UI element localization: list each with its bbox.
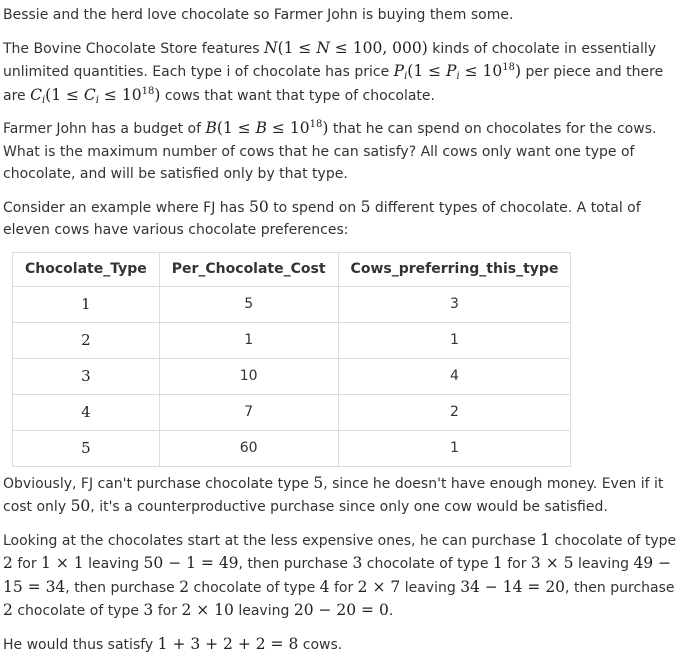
budget-text-a: Farmer John has a budget of — [3, 121, 202, 137]
p-constraint-math: $P_i(1 \le P_i \le 10^{18})$ — [393, 62, 522, 82]
col-header-type: Chocolate_Type — [13, 252, 160, 286]
cell-value: 1 — [450, 440, 459, 456]
greedy-math: 2 — [3, 601, 13, 619]
greedy-math: 3 — [352, 554, 363, 572]
constraints-text-a: The Bovine Chocolate Store features — [3, 40, 260, 57]
greedy-math: 20 − 20 = 0 — [293, 601, 389, 619]
greedy-math: 4 — [319, 577, 330, 596]
cell-value: 2 — [450, 404, 459, 420]
intro-text: Bessie and the herd love chocolate so Farmer John is buying them some. — [3, 7, 514, 23]
table-cell — [13, 286, 160, 322]
budget-paragraph — [3, 117, 681, 186]
example-types-math: 5 — [360, 197, 371, 216]
example-text-a: Consider an example where FJ has — [3, 199, 245, 216]
constraints-text-b: kinds of chocolate in essentially unlimited quantities. Each type i of chocolate has price — [3, 40, 657, 80]
example-budget-math: 50 — [249, 197, 269, 216]
n-constraint-math: N(1 ≤ N ≤ 100, 000) — [264, 38, 428, 57]
greedy-math: 3 × 5 — [530, 554, 574, 572]
table-row — [13, 286, 571, 322]
cell-value: 1 — [81, 295, 91, 313]
greedy-math: 1 — [492, 554, 503, 572]
cell-value: 3 — [81, 367, 91, 385]
cell-value: 1 — [244, 332, 254, 348]
cell-value: 5 — [81, 439, 91, 457]
greedy-text: chocolate of type — [193, 579, 316, 596]
constraints-text-c: per piece and there are — [3, 64, 664, 104]
example-text-b: to spend on — [273, 199, 357, 216]
greedy-math: 1 × 1 — [41, 554, 84, 572]
greedy-text: leaving — [404, 579, 456, 596]
greedy-text: leaving — [238, 603, 290, 619]
table-cell — [13, 430, 160, 466]
obviously-text-a: Obviously, FJ can't purchase chocolate type — [3, 475, 309, 492]
greedy-text: chocolate of type — [17, 603, 139, 619]
cell-value: 7 — [244, 404, 254, 420]
greedy-text: , then purchase — [65, 579, 175, 596]
table-row — [13, 322, 571, 358]
greedy-text: , then purchase — [238, 556, 349, 572]
constraints-text-d: cows that want that type of chocolate. — [164, 87, 435, 104]
cell-value: 3 — [450, 296, 459, 312]
table-cell — [159, 358, 338, 394]
conclusion-text-a: He would thus satisfy — [3, 636, 154, 653]
table-cell — [13, 322, 160, 358]
greedy-text: chocolate of type — [554, 532, 677, 549]
greedy-math: 3 — [143, 601, 154, 619]
table-cell — [338, 394, 571, 430]
greedy-math: 34 − 14 = 20 — [460, 577, 566, 596]
greedy-text: for — [157, 603, 177, 619]
conclusion-math: 1 + 3 + 2 + 2 = 8 — [157, 634, 299, 653]
example-paragraph — [3, 196, 681, 242]
table-cell — [338, 430, 571, 466]
cell-value: 5 — [244, 296, 254, 312]
example-text-c: different types of chocolate. A total of eleven cows have various chocolate preferences: — [3, 199, 641, 238]
budget-text-b: that he can spend on chocolates for the cows. What is the maximum number of cows that he can satisfy? All cows only want one type of chocolate, and will be satisfied only by that type. — [3, 121, 657, 182]
table-cell — [338, 322, 571, 358]
c-constraint-math: $C_i(1 \le C_i \le 10^{18})$ — [30, 85, 161, 106]
greedy-text: leaving — [88, 556, 140, 572]
obviously-paragraph — [3, 472, 681, 519]
col-header-cows: Cows_preferring_this_type — [338, 252, 571, 286]
table-cell — [13, 358, 160, 394]
table-cell — [338, 286, 571, 322]
constraints-paragraph — [3, 37, 681, 108]
greedy-text: , then purchase — [565, 579, 675, 596]
table-cell — [159, 322, 338, 358]
table-cell — [159, 394, 338, 430]
cell-value: 1 — [450, 332, 459, 348]
obviously-type-math: 5 — [313, 473, 324, 492]
obviously-text-b: , since he doesn't have enough money. Even if it cost only — [3, 475, 664, 515]
table-row — [13, 430, 571, 466]
cell-value: 4 — [81, 403, 91, 421]
greedy-paragraph — [3, 529, 681, 623]
cell-value: 4 — [450, 368, 459, 384]
greedy-text: for — [333, 579, 354, 596]
table-cell — [159, 430, 338, 466]
cell-value: 10 — [239, 368, 258, 384]
b-constraint-math: $B(1 \le B \le 10^{18})$ — [205, 119, 329, 137]
table-row — [13, 394, 571, 430]
greedy-math: 2 — [3, 554, 13, 572]
greedy-text: for — [507, 556, 527, 572]
greedy-text: chocolate of type — [366, 556, 489, 572]
greedy-text: leaving — [577, 556, 629, 572]
greedy-text: Looking at the chocolates start at the less expensive ones, he can purchase — [3, 532, 536, 549]
greedy-math: 1 — [540, 530, 551, 549]
greedy-text: for — [17, 556, 37, 572]
cell-value: 60 — [239, 440, 258, 456]
greedy-math: 50 − 1 = 49 — [143, 554, 239, 572]
obviously-cost-math: 50 — [70, 497, 91, 515]
chocolate-table — [12, 252, 571, 467]
col-header-cost: Per_Chocolate_Cost — [159, 252, 338, 286]
greedy-text: . — [388, 603, 394, 619]
obviously-text-c: , it's a counterproductive purchase since only one cow would be satisfied. — [90, 499, 608, 515]
greedy-math: 2 × 7 — [357, 577, 401, 596]
table-header-row — [13, 252, 571, 286]
cell-value: 2 — [81, 331, 91, 349]
greedy-math: 2 — [179, 577, 190, 596]
intro-paragraph — [3, 4, 681, 27]
table-row — [13, 358, 571, 394]
table-cell — [159, 286, 338, 322]
conclusion-text-b: cows. — [302, 636, 343, 653]
table-cell — [338, 358, 571, 394]
conclusion-paragraph — [3, 633, 681, 657]
table-cell — [13, 394, 160, 430]
greedy-math: 2 × 10 — [181, 601, 234, 619]
greedy-math: 49 − 15 = 34 — [3, 554, 672, 596]
